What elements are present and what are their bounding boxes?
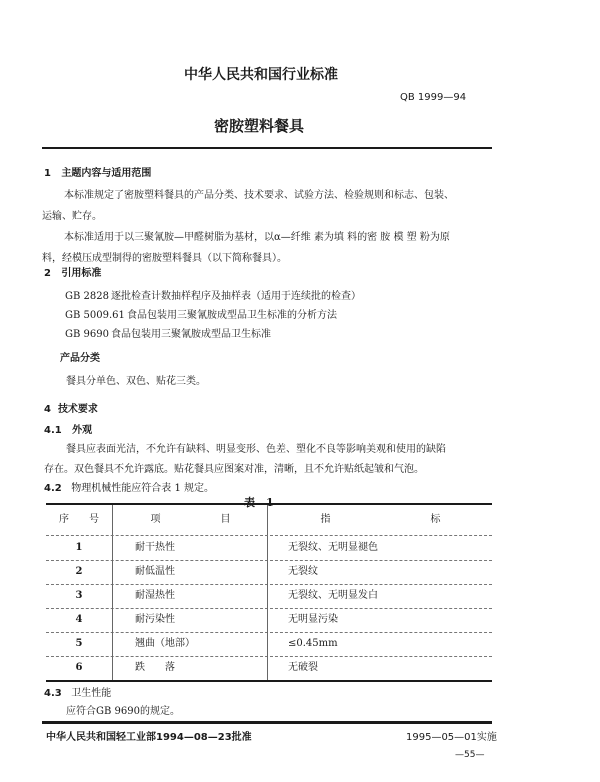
row-number: 6 [75, 662, 83, 673]
row-item: 耐湿热性 [112, 584, 268, 608]
subsection-text: 物理机械性能应符合表 1 规定。 [71, 483, 214, 494]
reference-code: GB 2828 [65, 291, 109, 302]
subsection-4-2 [44, 479, 214, 494]
subsection-title: 外观 [72, 425, 93, 436]
table-bottom-rule [46, 680, 492, 682]
row-spec: 无裂纹、无明显褪色 [267, 536, 493, 560]
row-spec: 无破裂 [267, 656, 493, 680]
header-cell-item: 项 目 [112, 505, 268, 535]
section-number: 2 [44, 268, 51, 279]
subsection-title: 卫生性能 [71, 688, 112, 699]
table-row [46, 608, 492, 633]
row-item: 耐污染性 [112, 608, 268, 632]
row-spec: ≤0.45mm [267, 632, 493, 656]
table-header-row [46, 505, 492, 536]
row-spec: 无裂纹、无明显发白 [267, 584, 493, 608]
section-title: 技术要求 [57, 404, 98, 415]
table-row [46, 632, 492, 657]
section-4-heading [44, 400, 98, 415]
row-spec: 无裂纹 [267, 560, 493, 584]
row-item: 跌 落 [112, 656, 268, 680]
paragraph-line: 本标准适用于以三聚氰胺—甲醛树脂为基材，以α—纤维 素为填 料的密 胺 模 塑 粉为原 [64, 232, 450, 243]
reference-code: GB 9690 [65, 329, 109, 340]
standard-code: QB 1999—94 [400, 92, 467, 103]
section-title: 主题内容与适用范围 [61, 168, 152, 179]
paragraph-line: 餐具分单色、双色、贴花三类。 [66, 376, 206, 387]
subsection-4-3-heading [44, 684, 111, 699]
row-number: 1 [75, 542, 83, 553]
paragraph-line: 应符合GB 9690的规定。 [66, 706, 180, 717]
reference-title: 食品包装用三聚氰胺成型品卫生标准 [111, 329, 271, 340]
subsection-4-1-heading [44, 421, 92, 436]
row-number: 3 [75, 590, 83, 601]
section-3-heading: 产品分类 [60, 353, 100, 364]
header-cell-spec: 指 标 [267, 505, 493, 535]
reference-item [65, 306, 337, 321]
footer-rule [42, 721, 492, 724]
effective-date: 1995—05—01实施 [406, 732, 497, 743]
issuing-body: 中华人民共和国行业标准 [184, 67, 338, 83]
paragraph-line: 料，经模压成型制得的密胺塑料餐具（以下简称餐具）。 [42, 253, 287, 264]
paragraph-line: 存在。双色餐具不允许露底。贴花餐具应图案对准，清晰，且不允许贴纸起皱和气泡。 [44, 464, 424, 475]
row-number: 4 [75, 614, 83, 625]
document-title: 密胺塑料餐具 [214, 117, 305, 135]
table-row [46, 656, 492, 680]
reference-code: GB 5009.61 [65, 310, 125, 321]
approval-line: 中华人民共和国轻工业部1994—08—23批准 [46, 732, 252, 743]
reference-title: 食品包装用三聚氰胺成型品卫生标准的分析方法 [127, 310, 337, 321]
subsection-number: 4.3 [44, 688, 62, 699]
section-number: 4 [44, 404, 51, 415]
page-number: —55— [455, 750, 485, 760]
section-2-heading [44, 264, 101, 279]
section-1-heading [44, 164, 151, 179]
row-number: 5 [75, 638, 83, 649]
row-number: 2 [75, 566, 83, 577]
section-number: 1 [44, 168, 51, 179]
subsection-number: 4.2 [44, 483, 62, 494]
reference-item [65, 287, 361, 302]
header-cell-no: 序 号 [59, 514, 99, 525]
subsection-number: 4.1 [44, 425, 62, 436]
reference-title: 逐批检查计数抽样程序及抽样表（适用于连续批的检查） [111, 291, 361, 302]
section-title: 引用标准 [61, 268, 102, 279]
paragraph-line: 餐具应表面光洁，不允许有缺料、明显变形、色差、塑化不良等影响美观和使用的缺陷 [66, 444, 446, 455]
reference-item [65, 325, 271, 340]
title-rule [42, 147, 492, 149]
row-item: 翘曲（地部） [112, 632, 268, 656]
row-item: 耐低温性 [112, 560, 268, 584]
paragraph-line: 本标准规定了密胺塑料餐具的产品分类、技术要求、试验方法、检验规则和标志、包装、 [64, 190, 454, 201]
row-spec: 无明显污染 [267, 608, 493, 632]
row-item: 耐干热性 [112, 536, 268, 560]
paragraph-line: 运输、贮存。 [42, 211, 102, 222]
table-row [46, 584, 492, 609]
table-row [46, 536, 492, 561]
table-row [46, 560, 492, 585]
